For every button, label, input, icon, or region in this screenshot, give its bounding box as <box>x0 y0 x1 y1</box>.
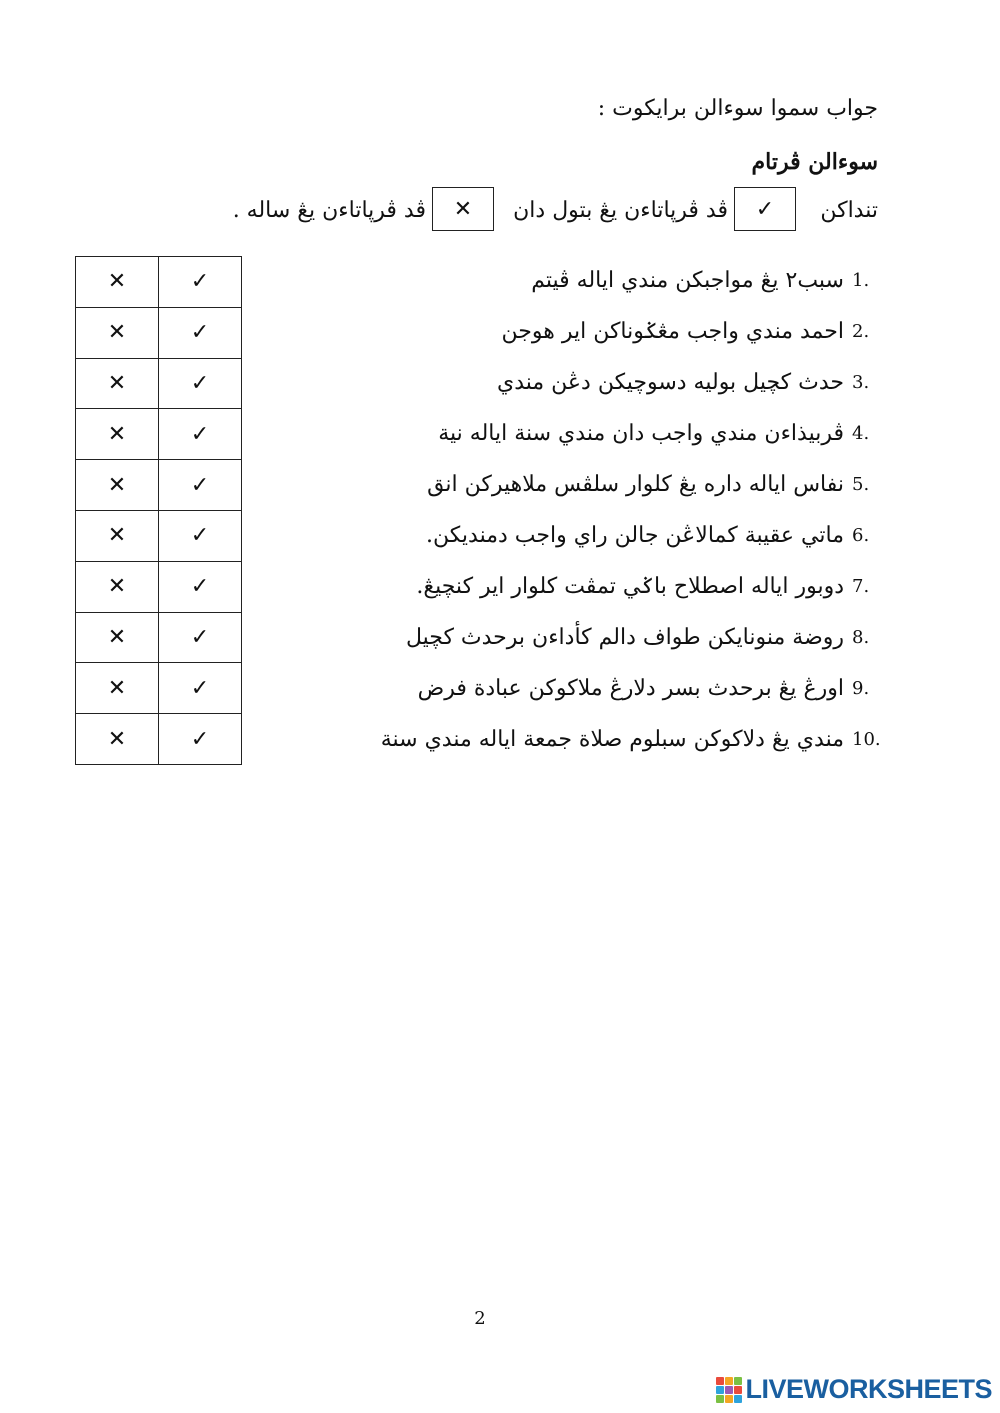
legend-label-true: ڤد ڤرپاتاءن يڠ بتول دان <box>513 198 728 223</box>
answer-row-8 <box>76 612 242 663</box>
question-text: ماتي عقيبة كمالاڠن جالن راي واجب دمنديكن. <box>426 523 844 548</box>
question-number: 8. <box>852 627 870 648</box>
question-2 <box>290 307 890 358</box>
legend-check-icon: ✓ <box>734 187 796 231</box>
question-list <box>290 256 890 766</box>
question-text: احمد مندي واجب مڠݢوناكن اير هوجن <box>501 319 844 344</box>
answer-row-10 <box>76 714 242 765</box>
question-text: نفاس اياله داره يڠ كلوار سلڤس ملاهيركن انق <box>427 472 844 497</box>
question-4 <box>290 409 890 460</box>
answer-check-icon[interactable]: ✓ <box>159 257 242 308</box>
liveworksheets-logo-icon <box>716 1377 742 1403</box>
answer-row-4 <box>76 409 242 460</box>
question-7 <box>290 562 890 613</box>
answer-row-9 <box>76 663 242 714</box>
question-text: اورڠ يڠ برحدث بسر دلارڠ ملاكوكن عبادة فرض <box>417 676 844 701</box>
question-text: حدث كچيل بوليه دسوچيكن دڠن مندي <box>496 370 844 395</box>
question-number: 2. <box>852 321 870 342</box>
answer-cross-icon[interactable]: ✕ <box>76 257 159 308</box>
answer-check-icon[interactable]: ✓ <box>159 561 242 612</box>
answer-row-3 <box>76 358 242 409</box>
question-6 <box>290 511 890 562</box>
answer-cross-icon[interactable]: ✕ <box>76 460 159 511</box>
answer-row-7 <box>76 561 242 612</box>
question-text: روضة منونايكن طواف دالم كأداءن برحدث كچيل <box>405 625 844 650</box>
answer-cross-icon[interactable]: ✕ <box>76 663 159 714</box>
answer-cross-icon[interactable]: ✕ <box>76 612 159 663</box>
answer-check-icon[interactable]: ✓ <box>159 358 242 409</box>
question-1 <box>290 256 890 307</box>
answer-cross-icon[interactable]: ✕ <box>76 561 159 612</box>
question-9 <box>290 664 890 715</box>
question-text: مندي يڠ دلاكوكن سبلوم صلاة جمعة اياله مندي سنة <box>380 727 844 752</box>
brand-text: LIVEWORKSHEETS <box>745 1374 992 1404</box>
question-10 <box>290 715 890 766</box>
answer-cross-icon[interactable]: ✕ <box>76 510 159 561</box>
answer-table <box>75 256 242 765</box>
question-3 <box>290 358 890 409</box>
answer-cross-icon[interactable]: ✕ <box>76 307 159 358</box>
legend-cross-icon: ✕ <box>432 187 494 231</box>
brand-watermark[interactable] <box>716 1374 992 1405</box>
answer-check-icon[interactable]: ✓ <box>159 510 242 561</box>
question-text: دوبور اياله اصطلاح باݢي تمڤت كلوار اير كنچيڠ. <box>416 574 844 599</box>
legend-label-mark: تنداكن <box>820 198 878 223</box>
answer-cross-icon[interactable]: ✕ <box>76 358 159 409</box>
answer-row-6 <box>76 510 242 561</box>
answer-check-icon[interactable]: ✓ <box>159 460 242 511</box>
instruction-text: جواب سموا سوءالن برايكوت : <box>597 96 878 121</box>
answer-cross-icon[interactable]: ✕ <box>76 409 159 460</box>
question-5 <box>290 460 890 511</box>
legend-label-false: ڤد ڤرپاتاءن يڠ ساله . <box>232 198 426 223</box>
question-number: 4. <box>852 423 870 444</box>
question-number: 1. <box>852 270 870 291</box>
question-number: 5. <box>852 474 870 495</box>
answer-check-icon[interactable]: ✓ <box>159 714 242 765</box>
question-number: 7. <box>852 576 870 597</box>
answer-row-1 <box>76 257 242 308</box>
answer-check-icon[interactable]: ✓ <box>159 409 242 460</box>
answer-check-icon[interactable]: ✓ <box>159 663 242 714</box>
answer-check-icon[interactable]: ✓ <box>159 612 242 663</box>
answer-cross-icon[interactable]: ✕ <box>76 714 159 765</box>
question-number: 3. <box>852 372 870 393</box>
question-8 <box>290 613 890 664</box>
answer-row-2 <box>76 307 242 358</box>
question-text: سبب٢ يڠ مواجبكن مندي اياله ڤيتم <box>531 268 844 293</box>
question-number: 6. <box>852 525 870 546</box>
question-number: 10. <box>852 729 881 750</box>
section-title: سوءالن ڤرتام <box>751 149 878 175</box>
question-number: 9. <box>852 678 870 699</box>
page-number: 2 <box>474 1308 486 1329</box>
answer-row-5 <box>76 460 242 511</box>
question-text: ڤربيذاءن مندي واجب دان مندي سنة اياله نية <box>438 421 844 446</box>
answer-check-icon[interactable]: ✓ <box>159 307 242 358</box>
